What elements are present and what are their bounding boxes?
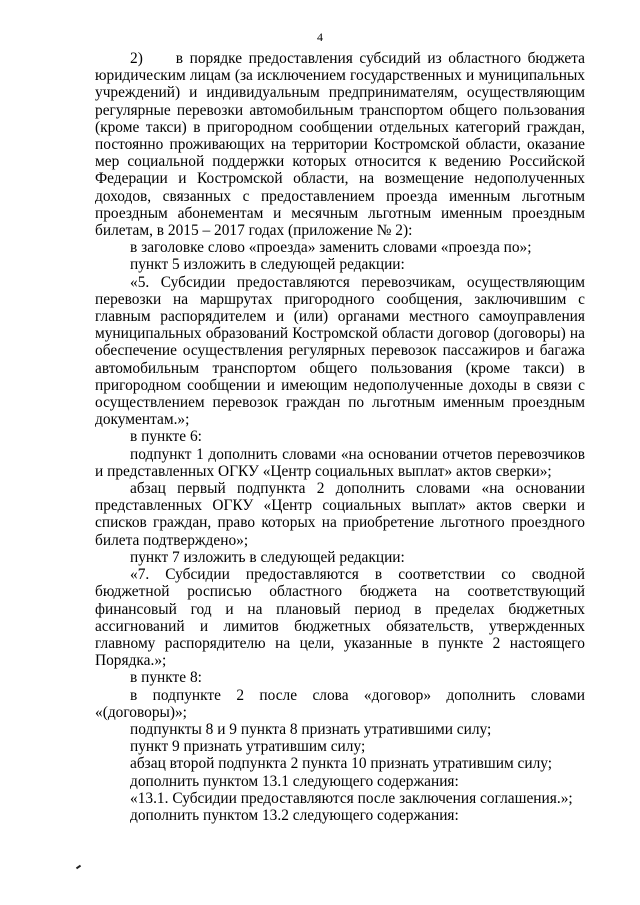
paragraph: пункт 5 изложить в следующей редакции: (130, 256, 405, 274)
scan-mark (76, 865, 81, 870)
paragraph: в подпункте 2 после слова «договор» дополнить словами «(договоры)»; (95, 686, 585, 721)
paragraph: в пункте 8: (130, 669, 202, 687)
paragraph: «7. Субсидии предоставляются в соответствии со сводной бюджетной росписью областного бюджета на соответствующий финансовый год и на плановый период в пределах бюджетных ассигнований и лимитов бюджетных обязательств, утвержденных главному распорядителю на цели, указанные в пункте 2 настоящего Порядка.»; (95, 566, 585, 670)
paragraph: абзац второй подпункта 2 пункта 10 признать утратившим силу; (130, 755, 553, 773)
paragraph: 2) в порядке предоставления субсидий из областного бюджета юридическим лицам (за исключением государственных и муниципальных учреждений) и индивидуальным предпринимателям, осуществляющим регулярные перевозки автомобильным транспортом общего пользования (кроме такси) в пригородном сообщении отдельных категорий граждан, постоянно проживающих на территории Костромской области, оказание мер социальной поддержки которых относится к ведению Российской Федерации и Костромской области, на возмещение недополученных доходов, связанных с предоставлением проезда именным льготным проездным абонементам и месячным льготным именным проездным билетам, в 2015 – 2017 годах (приложение № 2): (95, 50, 585, 240)
paragraph: «5. Субсидии предоставляются перевозчикам, осуществляющим перевозки на маршрутах пригородного сообщения, заключившим с главным распорядителем и (или) органами местного самоуправления муниципальных образований Костромской области договор (договоры) на обеспечение осуществления регулярных перевозок пассажиров и багажа автомобильным транспортом общего пользования (кроме такси) в пригородном сообщении и имеющим недополученные доходы в связи с осуществлением перевозок граждан по льготным именным проездным документам.»; (95, 273, 585, 429)
paragraph: в пункте 6: (130, 428, 202, 446)
paragraph: пункт 9 признать утратившим силу; (130, 738, 366, 756)
paragraph: дополнить пунктом 13.2 следующего содержания: (130, 806, 459, 824)
document-body (95, 50, 585, 824)
paragraph: дополнить пунктом 13.1 следующего содержания: (130, 772, 459, 790)
paragraph: абзац первый подпункта 2 дополнить словами «на основании представленных ОГКУ «Центр социальных выплат» актов сверки и списков граждан, право которых на приобретение льготного проездного билета подтверждено»; (95, 480, 585, 549)
paragraph: пункт 7 изложить в следующей редакции: (130, 548, 405, 566)
page-number: 4 (317, 30, 323, 44)
paragraph: подпункт 1 дополнить словами «на основании отчетов перевозчиков и представленных ОГКУ «Центр социальных выплат» актов сверки»; (95, 445, 585, 480)
paragraph: подпункты 8 и 9 пункта 8 признать утратившими силу; (130, 720, 492, 738)
paragraph: в заголовке слово «проезда» заменить словами «проезда по»; (130, 239, 532, 257)
paragraph: «13.1. Субсидии предоставляются после заключения соглашения.»; (130, 789, 573, 807)
